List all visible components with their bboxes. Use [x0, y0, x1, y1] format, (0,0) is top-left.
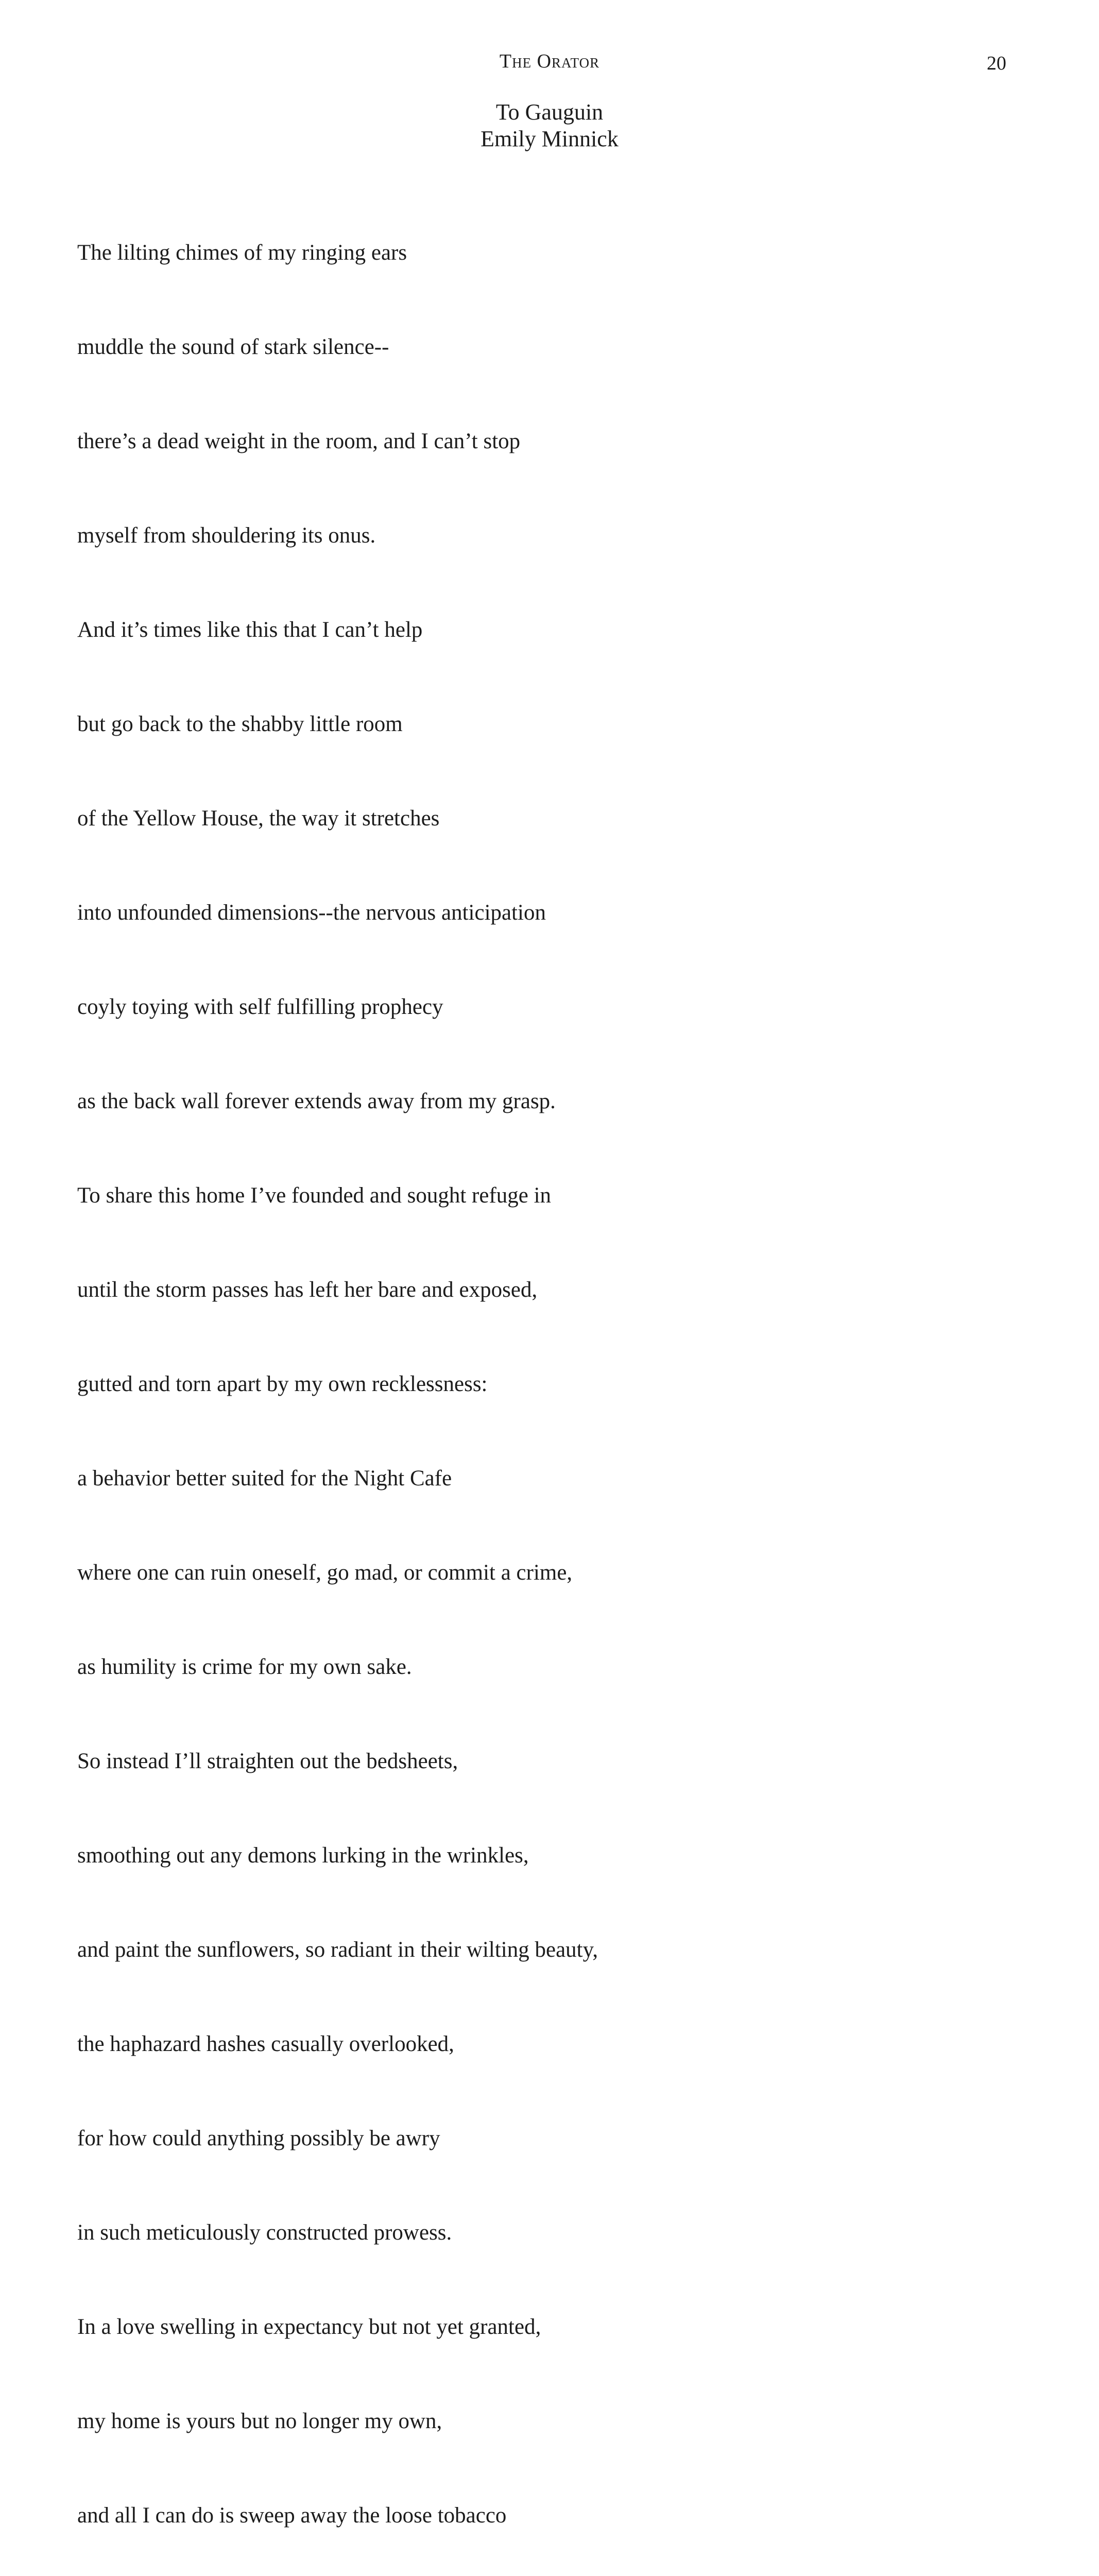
poem-line: To share this home I’ve founded and sought refuge in — [77, 1183, 552, 1208]
page-number: 20 — [987, 53, 1006, 74]
poem-line: The lilting chimes of my ringing ears — [77, 241, 407, 265]
poem-line: for how could anything possibly be awry — [77, 2126, 440, 2150]
poem-line: of the Yellow House, the way it stretches — [77, 806, 440, 831]
poem-line: in such meticulously constructed prowess. — [77, 2221, 452, 2245]
poem-author: Emily Minnick — [480, 126, 619, 151]
poem-body — [77, 174, 1030, 2576]
poem-line: until the storm passes has left her bare and exposed, — [77, 1278, 538, 1302]
poem-line: and paint the sunflowers, so radiant in their wilting beauty, — [77, 1938, 598, 1962]
poem-line: So instead I’ll straighten out the bedsheets, — [77, 1749, 458, 1773]
poem-line: as the back wall forever extends away from my grasp. — [77, 1089, 556, 1113]
poem-line: smoothing out any demons lurking in the wrinkles, — [77, 1843, 529, 1868]
poem-line: there’s a dead weight in the room, and I can’t stop — [77, 429, 521, 453]
poem-line: where one can ruin oneself, go mad, or commit a crime, — [77, 1561, 573, 1585]
poem-line: but go back to the shabby little room — [77, 712, 403, 736]
running-title: The Orator — [499, 50, 600, 72]
poem-title: To Gauguin — [495, 99, 604, 125]
poem-line: my home is yours but no longer my own, — [77, 2409, 442, 2433]
poem-line: as humility is crime for my own sake. — [77, 1655, 412, 1679]
poem-heading — [0, 99, 1099, 152]
poem-line: muddle the sound of stark silence-- — [77, 335, 389, 359]
poem-line: a behavior better suited for the Night Cafe — [77, 1466, 452, 1490]
poem-line: coyly toying with self fulfilling prophecy — [77, 995, 443, 1019]
poem-line: and all I can do is sweep away the loose tobacco — [77, 2503, 507, 2528]
poem-line: into unfounded dimensions--the nervous anticipation — [77, 901, 546, 925]
poem-line: myself from shouldering its onus. — [77, 523, 376, 548]
poem-line: gutted and torn apart by my own recklessness: — [77, 1372, 488, 1396]
poem-line: In a love swelling in expectancy but not yet granted, — [77, 2315, 541, 2339]
poem-line: And it’s times like this that I can’t help — [77, 618, 423, 642]
poem-line: the haphazard hashes casually overlooked, — [77, 2032, 454, 2056]
